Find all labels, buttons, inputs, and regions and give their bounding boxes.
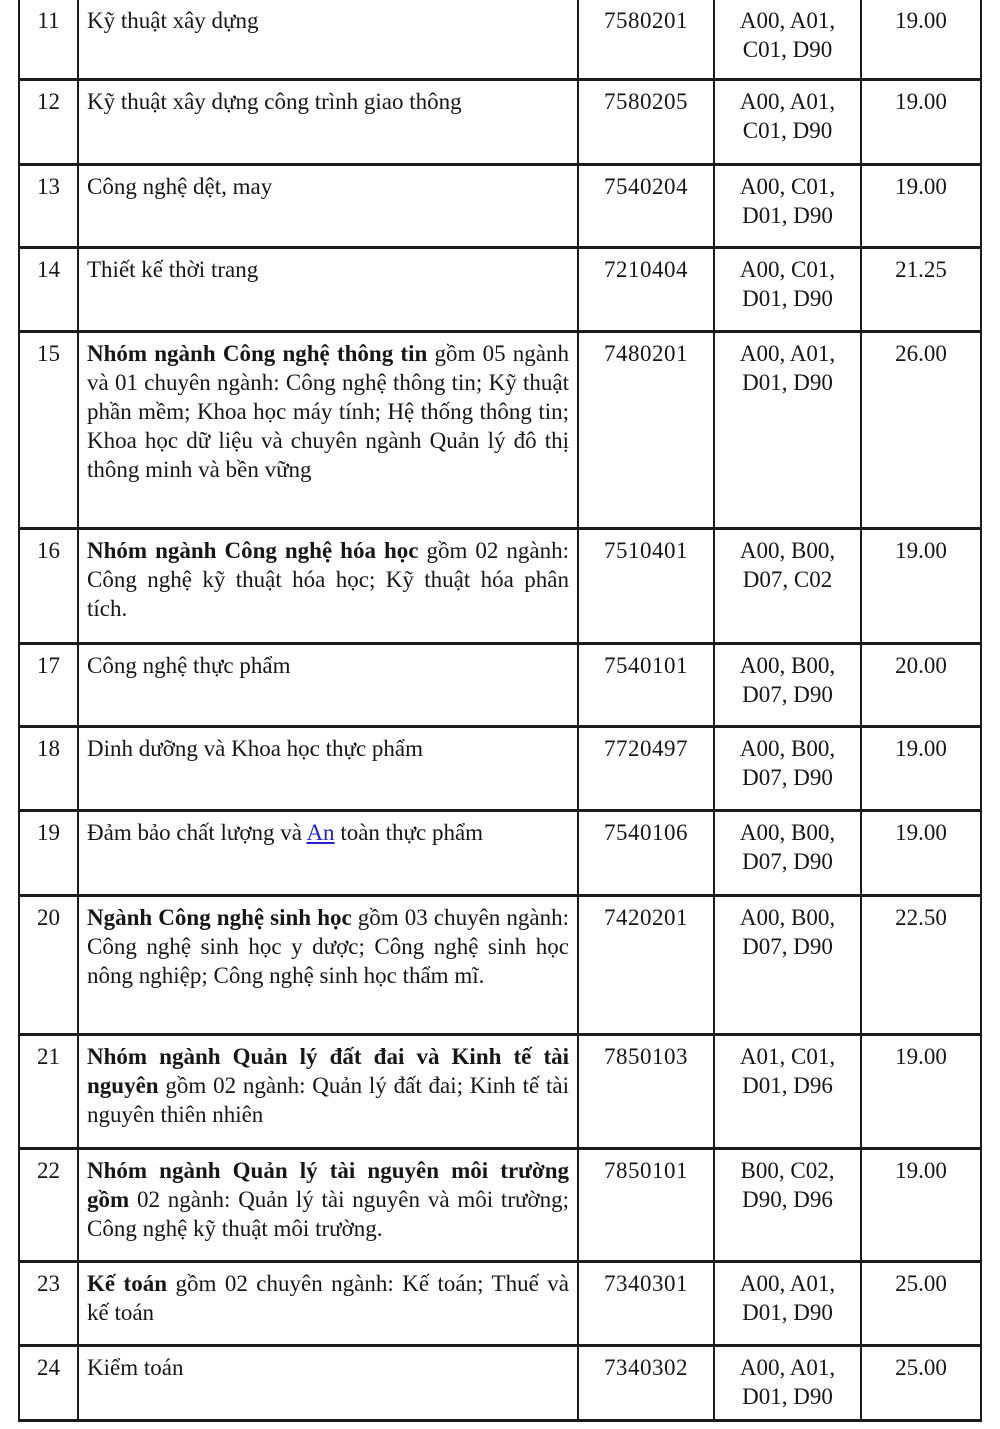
table-row xyxy=(19,811,981,896)
major-name-bold: Kế toán xyxy=(87,1271,168,1296)
major-name-text: gồm 02 ngành: Công nghệ kỹ thuật hóa học; Kỹ thuật hóa phân tích. xyxy=(87,538,569,621)
major-name-text: 02 ngành: Quản lý tài nguyên và môi trường; Công nghệ kỹ thuật môi trường. xyxy=(87,1187,569,1241)
row-number-cell: 19 xyxy=(19,811,78,896)
major-code-cell: 7540101 xyxy=(578,644,714,727)
major-code-cell: 7210404 xyxy=(578,248,714,332)
combo-line-1: A00, B00, xyxy=(739,820,836,845)
combo-line-2: D01, D90 xyxy=(742,1300,833,1325)
combo-line-2: D01, D90 xyxy=(742,1384,833,1409)
major-name-bold: Nhóm ngành Công nghệ hóa học xyxy=(87,538,419,563)
subject-combinations-cell xyxy=(714,1149,861,1262)
major-name-cell xyxy=(78,727,578,811)
major-name-cell xyxy=(78,1035,578,1149)
major-name-text: gồm 03 chuyên ngành: Công nghệ sinh học y dược; Công nghệ sinh học nông nghiệp; Công nghệ sinh học thẩm mĩ. xyxy=(87,905,569,988)
combo-line-1: A00, A01, xyxy=(739,1355,836,1380)
table-row xyxy=(19,727,981,811)
table-row xyxy=(19,248,981,332)
combo-line-1: A00, B00, xyxy=(739,538,836,563)
subject-combinations-cell xyxy=(714,165,861,248)
major-name-cell xyxy=(78,644,578,727)
major-code-cell: 7420201 xyxy=(578,896,714,1035)
major-name-text: Kỹ thuật xây dựng xyxy=(87,8,259,33)
major-name-cell xyxy=(78,248,578,332)
table-row xyxy=(19,332,981,529)
score-cell: 19.00 xyxy=(861,529,981,644)
admission-scores-table xyxy=(18,0,982,1422)
table-row xyxy=(19,644,981,727)
major-name-text: toàn thực phẩm xyxy=(334,820,484,845)
subject-combinations-cell xyxy=(714,1035,861,1149)
major-name-cell xyxy=(78,896,578,1035)
subject-combinations-cell xyxy=(714,332,861,529)
major-code-cell: 7480201 xyxy=(578,332,714,529)
major-name-cell xyxy=(78,1262,578,1346)
table-row xyxy=(19,529,981,644)
subject-combinations-cell xyxy=(714,1346,861,1421)
score-cell: 19.00 xyxy=(861,1149,981,1262)
combo-line-2: D01, D90 xyxy=(742,203,833,228)
major-name-text: Đảm bảo chất lượng và xyxy=(87,820,307,845)
major-name-cell xyxy=(78,1149,578,1262)
major-name-cell xyxy=(78,80,578,165)
major-name-bold: Nhóm ngành Quản lý tài nguyên môi trường gồm xyxy=(87,1158,569,1212)
major-code-cell: 7540204 xyxy=(578,165,714,248)
major-code-cell: 7580205 xyxy=(578,80,714,165)
major-code-cell: 7580201 xyxy=(578,0,714,80)
row-number-cell: 22 xyxy=(19,1149,78,1262)
combo-line-1: A00, A01, xyxy=(739,341,836,366)
table-row xyxy=(19,80,981,165)
combo-line-1: A00, B00, xyxy=(739,653,836,678)
major-name-text: Thiết kế thời trang xyxy=(87,257,259,282)
table-row xyxy=(19,1346,981,1421)
combo-line-1: A00, A01, xyxy=(739,8,836,33)
major-code-cell: 7850103 xyxy=(578,1035,714,1149)
table-row xyxy=(19,896,981,1035)
score-cell: 26.00 xyxy=(861,332,981,529)
subject-combinations-cell xyxy=(714,1262,861,1346)
major-name-text: gồm 05 ngành và 01 chuyên ngành: Công nghệ thông tin; Kỹ thuật phần mềm; Khoa học máy tính; Hệ thống thông tin; Khoa học dữ liệu và chuyên ngành Quản lý đô thị thông minh và bền vững xyxy=(87,341,569,482)
subject-combinations-cell xyxy=(714,248,861,332)
major-name-cell xyxy=(78,165,578,248)
row-number-cell: 18 xyxy=(19,727,78,811)
combo-line-2: D07, D90 xyxy=(742,934,833,959)
combo-line-1: A00, C01, xyxy=(739,257,836,282)
subject-combinations-cell xyxy=(714,727,861,811)
major-code-cell: 7540106 xyxy=(578,811,714,896)
major-name-bold: Nhóm ngành Quản lý đất đai và Kinh tế tài nguyên xyxy=(87,1044,569,1098)
major-name-text: Công nghệ thực phẩm xyxy=(87,653,291,678)
score-cell: 19.00 xyxy=(861,811,981,896)
row-number-cell: 16 xyxy=(19,529,78,644)
subject-combinations-cell xyxy=(714,896,861,1035)
combo-line-1: A00, B00, xyxy=(739,905,836,930)
score-cell: 25.00 xyxy=(861,1262,981,1346)
subject-combinations-cell xyxy=(714,644,861,727)
row-number-cell: 13 xyxy=(19,165,78,248)
major-name-text: Kỹ thuật xây dựng công trình giao thông xyxy=(87,89,462,114)
an-hyperlink[interactable]: An xyxy=(306,820,335,845)
subject-combinations-cell xyxy=(714,811,861,896)
major-name-cell xyxy=(78,1346,578,1421)
major-name-text: Dinh dưỡng và Khoa học thực phẩm xyxy=(87,736,424,761)
combo-line-2: D90, D96 xyxy=(742,1187,833,1212)
combo-line-2: D01, D96 xyxy=(742,1073,833,1098)
combo-line-1: A00, A01, xyxy=(739,1271,836,1296)
row-number-cell: 17 xyxy=(19,644,78,727)
row-number-cell: 20 xyxy=(19,896,78,1035)
combo-line-1: B00, C02, xyxy=(740,1158,835,1183)
combo-line-2: D07, D90 xyxy=(742,849,833,874)
score-cell: 21.25 xyxy=(861,248,981,332)
major-name-bold: Nhóm ngành Công nghệ thông tin xyxy=(87,341,428,366)
major-code-cell: 7340302 xyxy=(578,1346,714,1421)
score-cell: 19.00 xyxy=(861,0,981,80)
combo-line-2: C01, D90 xyxy=(742,118,833,143)
table-row xyxy=(19,1149,981,1262)
score-cell: 25.00 xyxy=(861,1346,981,1421)
combo-line-2: D01, D90 xyxy=(742,286,833,311)
score-cell: 19.00 xyxy=(861,80,981,165)
table-row xyxy=(19,1035,981,1149)
subject-combinations-cell xyxy=(714,529,861,644)
row-number-cell: 21 xyxy=(19,1035,78,1149)
combo-line-2: C01, D90 xyxy=(742,37,833,62)
score-cell: 19.00 xyxy=(861,727,981,811)
row-number-cell: 12 xyxy=(19,80,78,165)
major-code-cell: 7850101 xyxy=(578,1149,714,1262)
major-name-text: Kiểm toán xyxy=(87,1355,184,1380)
major-name-text: gồm 02 ngành: Quản lý đất đai; Kinh tế tài nguyên thiên nhiên xyxy=(87,1073,569,1127)
major-name-cell xyxy=(78,332,578,529)
major-name-cell xyxy=(78,529,578,644)
major-name-cell xyxy=(78,0,578,80)
subject-combinations-cell xyxy=(714,80,861,165)
combo-line-2: D07, D90 xyxy=(742,765,833,790)
combo-line-2: D01, D90 xyxy=(742,370,833,395)
combo-line-1: A00, B00, xyxy=(739,736,836,761)
major-code-cell: 7340301 xyxy=(578,1262,714,1346)
row-number-cell: 11 xyxy=(19,0,78,80)
combo-line-2: D07, D90 xyxy=(742,682,833,707)
table-row xyxy=(19,165,981,248)
combo-line-2: D07, C02 xyxy=(742,567,833,592)
score-cell: 20.00 xyxy=(861,644,981,727)
score-cell: 22.50 xyxy=(861,896,981,1035)
combo-line-1: A01, C01, xyxy=(739,1044,836,1069)
major-code-cell: 7510401 xyxy=(578,529,714,644)
subject-combinations-cell xyxy=(714,0,861,80)
table-row xyxy=(19,0,981,80)
major-name-bold: Ngành Công nghệ sinh học xyxy=(87,905,352,930)
row-number-cell: 14 xyxy=(19,248,78,332)
major-name-text: Công nghệ dệt, may xyxy=(87,174,273,199)
row-number-cell: 15 xyxy=(19,332,78,529)
major-name-cell xyxy=(78,811,578,896)
row-number-cell: 24 xyxy=(19,1346,78,1421)
major-name-text: gồm 02 chuyên ngành: Kế toán; Thuế và kế toán xyxy=(87,1271,569,1325)
combo-line-1: A00, C01, xyxy=(739,174,836,199)
table-row xyxy=(19,1262,981,1346)
score-cell: 19.00 xyxy=(861,1035,981,1149)
combo-line-1: A00, A01, xyxy=(739,89,836,114)
score-cell: 19.00 xyxy=(861,165,981,248)
row-number-cell: 23 xyxy=(19,1262,78,1346)
major-code-cell: 7720497 xyxy=(578,727,714,811)
